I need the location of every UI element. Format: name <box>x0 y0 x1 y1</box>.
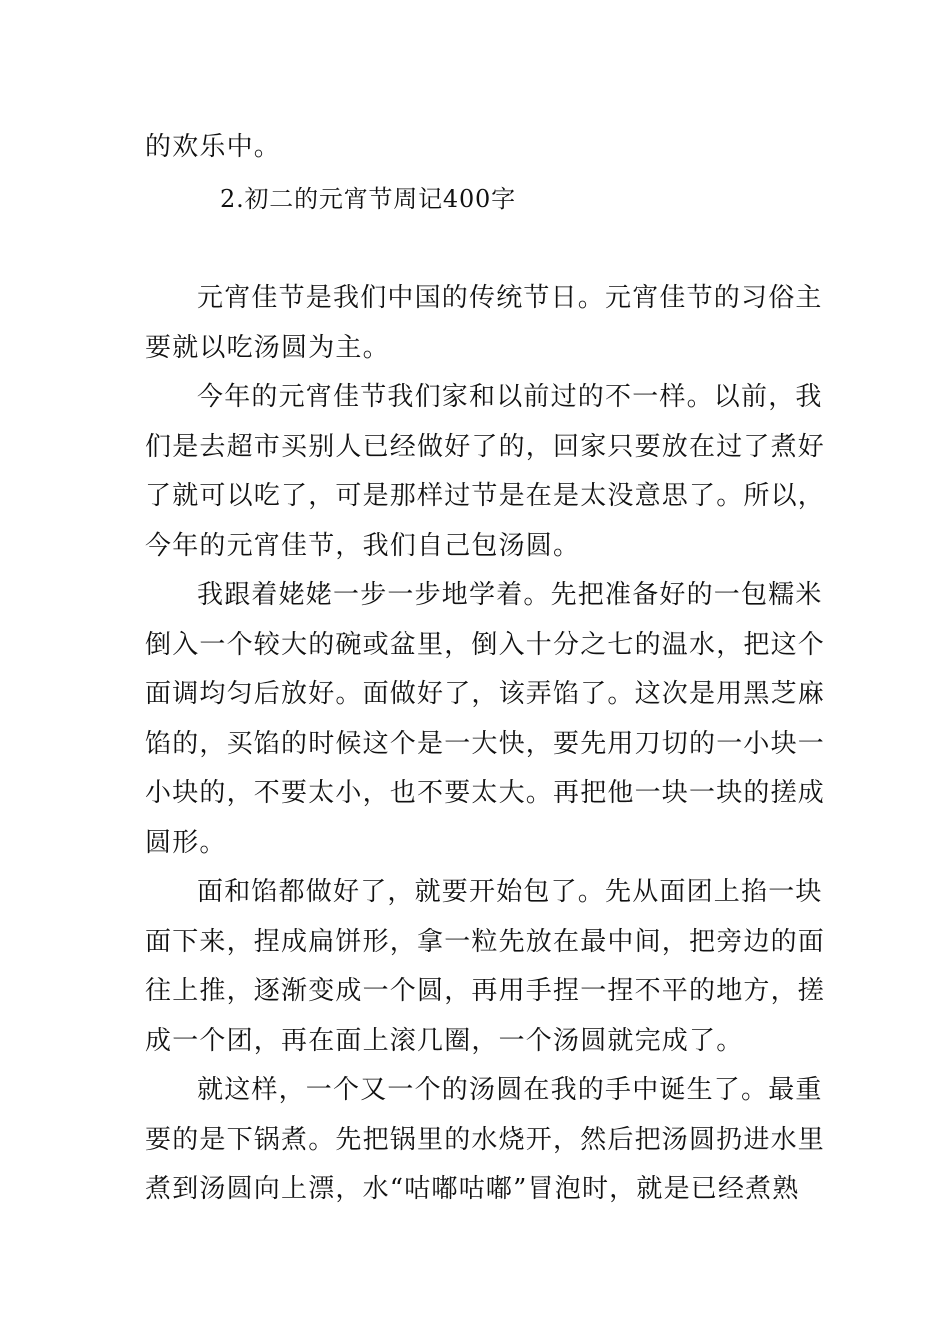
text-line: 今年的元宵佳节，我们自己包汤圆。 <box>145 530 581 561</box>
paragraph <box>145 571 826 868</box>
text-line: 面调均匀后放好。面做好了，该弄馅了。这次是用黑芝麻 <box>145 679 826 709</box>
text-line: 圆形。 <box>145 827 227 858</box>
paragraph <box>145 1066 826 1215</box>
text-line: 往上推，逐渐变成一个圆，再用手捏一捏不平的地方，搓 <box>145 976 826 1006</box>
text-line: 元宵佳节是我们中国的传统节日。元宵佳节的习俗主 <box>197 283 823 313</box>
paragraph <box>145 373 826 571</box>
section-heading: 2.初二的元宵节周记400字 <box>220 185 516 213</box>
text-line: 我跟着姥姥一步一步地学着。先把准备好的一包糯米 <box>197 580 823 610</box>
text-line: 煮到汤圆向上漂，水“咕嘟咕嘟”冒泡时，就是已经煮熟 <box>145 1174 800 1204</box>
text-line: 成一个团，再在面上滚几圈，一个汤圆就完成了。 <box>145 1025 744 1056</box>
paragraph <box>145 868 826 1066</box>
text-line: 们是去超市买别人已经做好了的，回家只要放在过了煮好 <box>145 431 826 462</box>
text-line: 要就以吃汤圆为主。 <box>145 332 390 363</box>
text-line: 要的是下锅煮。先把锅里的水烧开，然后把汤圆扔进水里 <box>145 1124 826 1155</box>
paragraph <box>145 274 823 373</box>
text-line: 了就可以吃了，可是那样过节是在是太没意思了。所以， <box>145 481 826 511</box>
text-line: 倒入一个较大的碗或盆里，倒入十分之七的温水，把这个 <box>145 629 826 660</box>
top-fragment <box>145 123 809 173</box>
text-line: 今年的元宵佳节我们家和以前过的不一样。以前，我 <box>197 382 823 412</box>
text-line: 面下来，捏成扁饼形，拿一粒先放在最中间，把旁边的面 <box>145 926 826 957</box>
text-line: 就这样，一个又一个的汤圆在我的手中诞生了。最重 <box>197 1075 823 1105</box>
text-line: 小块的，不要太小，也不要太大。再把他一块一块的搓成 <box>145 778 826 808</box>
text-line: 面和馅都做好了，就要开始包了。先从面团上掐一块 <box>197 877 823 907</box>
article-body <box>145 274 826 1215</box>
text-line: 馅的，买馅的时候这个是一大快，要先用刀切的一小块一 <box>145 728 826 759</box>
text-line: 的欢乐中。 <box>145 132 282 162</box>
